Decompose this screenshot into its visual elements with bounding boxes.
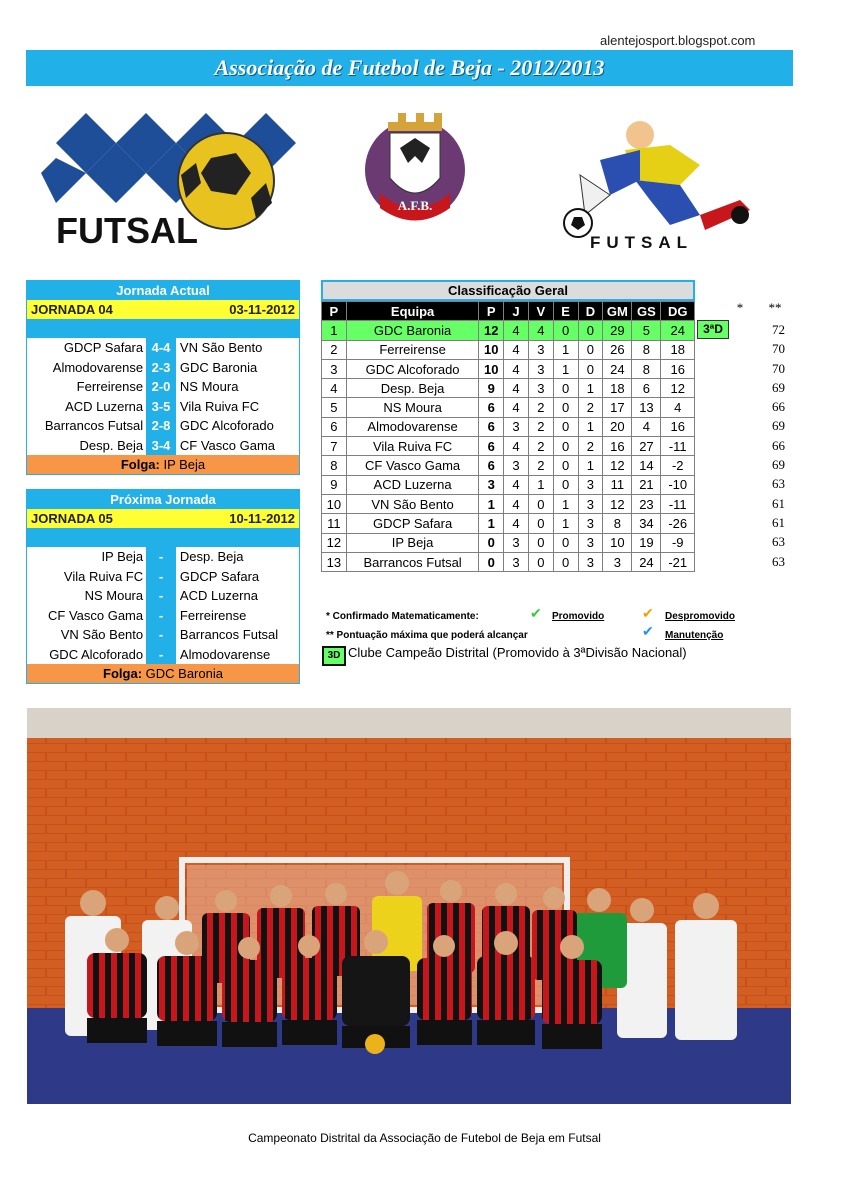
column-header: J: [504, 302, 529, 321]
legend-confirmed: * Confirmado Matematicamente:: [326, 611, 479, 622]
cell-e: 1: [553, 340, 578, 359]
match-score: 2-8: [146, 416, 176, 436]
futsal-logo-left: [36, 103, 306, 253]
cell-j: 4: [504, 475, 529, 494]
champion-badge: 3ªD: [697, 320, 729, 339]
cell-v: 2: [528, 437, 553, 456]
cell-j: 3: [504, 552, 529, 571]
max-points-value: 70: [772, 360, 785, 376]
cell-pos: 11: [322, 514, 347, 533]
cell-j: 3: [504, 456, 529, 475]
cell-gs: 5: [632, 321, 661, 340]
cell-e: 0: [553, 417, 578, 436]
home-team: CF Vasco Gama: [48, 607, 144, 623]
cell-pts: 3: [479, 475, 504, 494]
match-row: [27, 397, 299, 417]
match-score: 2-0: [146, 377, 176, 397]
cell-j: 4: [504, 437, 529, 456]
classificacao-panel: [321, 280, 695, 572]
match-row: [27, 377, 299, 397]
cell-e: 1: [553, 514, 578, 533]
team-photo: [27, 708, 791, 1104]
cell-dg: -11: [661, 437, 695, 456]
cell-pts: 1: [479, 494, 504, 513]
column-header: GS: [632, 302, 661, 321]
away-team: GDC Alcoforado: [179, 418, 274, 433]
cell-d: 3: [578, 552, 603, 571]
cell-d: 3: [578, 514, 603, 533]
cell-pts: 6: [479, 398, 504, 417]
match-score: -: [146, 586, 176, 606]
cell-v: 4: [528, 321, 553, 340]
cell-gs: 19: [632, 533, 661, 552]
proxima-jornada-folga: [27, 664, 299, 683]
cell-j: 4: [504, 379, 529, 398]
match-score: 3-5: [146, 397, 176, 417]
cell-v: 3: [528, 340, 553, 359]
home-team: Barrancos Futsal: [44, 418, 144, 433]
cell-e: 1: [553, 494, 578, 513]
folga-team: GDC Baronia: [145, 666, 223, 681]
cell-d: 3: [578, 533, 603, 552]
column-header: GM: [603, 302, 632, 321]
cell-gm: 12: [603, 456, 632, 475]
cell-team: Barrancos Futsal: [346, 552, 479, 571]
match-row: [27, 547, 299, 567]
cell-pts: 10: [479, 340, 504, 359]
jornada-actual-label: JORNADA 04: [31, 302, 113, 317]
cell-gs: 21: [632, 475, 661, 494]
proxima-jornada-row: [27, 509, 299, 528]
cell-v: 2: [528, 398, 553, 417]
cell-j: 4: [504, 398, 529, 417]
cell-e: 0: [553, 456, 578, 475]
table-row: [322, 321, 695, 340]
max-points-value: 72: [772, 322, 785, 337]
cell-e: 0: [553, 379, 578, 398]
cell-j: 4: [504, 494, 529, 513]
home-team: GDCP Safara: [63, 340, 144, 355]
cell-pts: 10: [479, 359, 504, 378]
match-score: -: [146, 547, 176, 567]
column-header: P: [479, 302, 504, 321]
cell-team: Almodovarense: [346, 417, 479, 436]
away-team: Barrancos Futsal: [179, 627, 279, 642]
legend-despromovido: Despromovido: [665, 611, 736, 622]
classificacao-header-row: [322, 302, 695, 321]
match-row: [27, 358, 299, 378]
cell-v: 0: [528, 514, 553, 533]
column-header: Equipa: [346, 302, 479, 321]
match-score: -: [146, 567, 176, 587]
away-team: Ferreirense: [179, 607, 247, 623]
cell-dg: 12: [661, 379, 695, 398]
jornada-actual-folga: [27, 455, 299, 474]
proxima-jornada-date: 10-11-2012: [229, 511, 295, 526]
legend-champion-text: Clube Campeão Distrital (Promovido à 3ªDivisão Nacional): [348, 645, 687, 660]
cell-pos: 7: [322, 437, 347, 456]
cell-team: VN São Bento: [346, 494, 479, 513]
cell-team: GDCP Safara: [346, 514, 479, 533]
cell-d: 1: [578, 456, 603, 475]
max-points-value: 66: [772, 437, 785, 453]
folga-team: IP Beja: [163, 457, 206, 472]
column-header: D: [578, 302, 603, 321]
cell-v: 0: [528, 533, 553, 552]
cell-v: 3: [528, 379, 553, 398]
max-points-value: 69: [772, 418, 785, 434]
cell-d: 3: [578, 475, 603, 494]
spacer-row: [27, 528, 299, 547]
home-team: IP Beja: [101, 549, 144, 564]
max-points-column-header: **: [768, 300, 782, 315]
table-row: [322, 456, 695, 475]
cell-pos: 4: [322, 379, 347, 398]
cell-gm: 20: [603, 417, 632, 436]
cell-pts: 6: [479, 456, 504, 475]
cell-d: 3: [578, 494, 603, 513]
away-team: CF Vasco Gama: [179, 437, 276, 453]
page-footer: Campeonato Distrital da Associação de Futebol de Beja em Futsal: [248, 1131, 601, 1145]
cell-v: 3: [528, 359, 553, 378]
spacer-row: [27, 319, 299, 338]
cell-e: 0: [553, 475, 578, 494]
proxima-jornada-label: JORNADA 05: [31, 511, 113, 526]
away-team: VN São Bento: [179, 340, 263, 355]
cell-pts: 6: [479, 417, 504, 436]
table-row: [322, 494, 695, 513]
confirmed-column-header: *: [736, 300, 744, 315]
afb-crest-logo: [360, 108, 470, 228]
proxima-jornada-matches: [27, 547, 299, 664]
table-row: [322, 437, 695, 456]
cell-pos: 5: [322, 398, 347, 417]
away-team: Almodovarense: [179, 646, 271, 662]
home-team: Almodovarense: [52, 359, 144, 375]
max-points-value: 61: [772, 495, 785, 511]
away-team: GDC Baronia: [179, 359, 258, 375]
match-row: [27, 338, 299, 358]
max-points-value: 66: [772, 399, 785, 415]
cell-team: Desp. Beja: [346, 379, 479, 398]
table-row: [322, 359, 695, 378]
cell-e: 0: [553, 398, 578, 417]
cell-gs: 4: [632, 417, 661, 436]
table-row: [322, 475, 695, 494]
cell-j: 4: [504, 321, 529, 340]
cell-team: Ferreirense: [346, 340, 479, 359]
cell-d: 2: [578, 437, 603, 456]
max-points-value: 63: [772, 476, 785, 492]
home-team: Vila Ruiva FC: [63, 568, 144, 584]
cell-pos: 13: [322, 552, 347, 571]
cell-gm: 18: [603, 379, 632, 398]
jornada-actual-header: Jornada Actual: [27, 281, 299, 300]
cell-d: 2: [578, 398, 603, 417]
cell-team: Vila Ruiva FC: [346, 437, 479, 456]
jornada-actual-panel: [26, 280, 300, 475]
home-team: Desp. Beja: [79, 437, 144, 453]
cell-gs: 8: [632, 359, 661, 378]
table-row: [322, 340, 695, 359]
site-url[interactable]: alentejosport.blogspot.com: [600, 33, 756, 48]
column-header: P: [322, 302, 347, 321]
match-score: 4-4: [146, 338, 176, 358]
cell-e: 0: [553, 321, 578, 340]
match-row: [27, 606, 299, 626]
match-row: [27, 416, 299, 436]
cell-gs: 13: [632, 398, 661, 417]
cell-dg: -11: [661, 494, 695, 513]
cell-e: 1: [553, 359, 578, 378]
legend-badge: 3D: [322, 646, 346, 666]
match-row: [27, 645, 299, 665]
cell-pos: 2: [322, 340, 347, 359]
jornada-actual-date: 03-11-2012: [229, 302, 295, 317]
cell-e: 0: [553, 533, 578, 552]
home-team: NS Moura: [84, 588, 144, 603]
match-score: 3-4: [146, 436, 176, 456]
cell-v: 1: [528, 475, 553, 494]
cell-v: 2: [528, 417, 553, 436]
jornada-actual-row: [27, 300, 299, 319]
max-points-value: 70: [772, 341, 785, 357]
cell-gm: 17: [603, 398, 632, 417]
max-points-value: 63: [772, 534, 785, 550]
cell-gm: 12: [603, 494, 632, 513]
futsal-logo-left-text: FUTSAL: [56, 210, 198, 251]
cell-gs: 27: [632, 437, 661, 456]
afb-crest-text: A.F.B.: [397, 198, 433, 213]
classificacao-body: [322, 321, 695, 572]
home-team: GDC Alcoforado: [49, 646, 144, 662]
match-score: 2-3: [146, 358, 176, 378]
cell-gm: 10: [603, 533, 632, 552]
check-orange-icon: ✔: [642, 605, 654, 621]
check-green-icon: ✔: [530, 605, 542, 621]
max-points-column: [755, 320, 785, 571]
cell-gs: 24: [632, 552, 661, 571]
cell-gs: 6: [632, 379, 661, 398]
cell-d: 0: [578, 359, 603, 378]
cell-team: NS Moura: [346, 398, 479, 417]
match-row: [27, 567, 299, 587]
cell-pos: 12: [322, 533, 347, 552]
proxima-jornada-header: Próxima Jornada: [27, 490, 299, 509]
cell-d: 0: [578, 321, 603, 340]
cell-team: ACD Luzerna: [346, 475, 479, 494]
cell-pts: 1: [479, 514, 504, 533]
cell-dg: -9: [661, 533, 695, 552]
away-team: NS Moura: [179, 379, 239, 394]
cell-pts: 9: [479, 379, 504, 398]
cell-gm: 16: [603, 437, 632, 456]
column-header: E: [553, 302, 578, 321]
cell-v: 0: [528, 494, 553, 513]
futsal-player-logo: [540, 105, 785, 255]
match-score: -: [146, 625, 176, 645]
cell-pos: 10: [322, 494, 347, 513]
match-score: -: [146, 645, 176, 665]
classificacao-table: [321, 301, 695, 572]
cell-dg: -21: [661, 552, 695, 571]
proxima-jornada-panel: [26, 489, 300, 684]
cell-gs: 14: [632, 456, 661, 475]
cell-j: 4: [504, 340, 529, 359]
cell-pos: 9: [322, 475, 347, 494]
away-team: GDCP Safara: [179, 568, 260, 584]
cell-pts: 0: [479, 552, 504, 571]
cell-pos: 1: [322, 321, 347, 340]
cell-dg: 4: [661, 398, 695, 417]
folga-label: Folga:: [120, 457, 160, 472]
cell-e: 0: [553, 552, 578, 571]
check-blue-icon: ✔: [642, 623, 654, 639]
cell-pos: 8: [322, 456, 347, 475]
table-row: [322, 379, 695, 398]
cell-gm: 24: [603, 359, 632, 378]
max-points-value: 63: [772, 553, 785, 569]
home-team: Ferreirense: [76, 379, 144, 394]
cell-dg: -26: [661, 514, 695, 533]
cell-gs: 8: [632, 340, 661, 359]
match-row: [27, 586, 299, 606]
column-header: DG: [661, 302, 695, 321]
cell-team: GDC Baronia: [346, 321, 479, 340]
cell-pos: 6: [322, 417, 347, 436]
page-title: Associação de Futebol de Beja - 2012/2013: [26, 50, 793, 86]
cell-v: 2: [528, 456, 553, 475]
column-header: V: [528, 302, 553, 321]
cell-pts: 6: [479, 437, 504, 456]
cell-j: 3: [504, 533, 529, 552]
table-row: [322, 533, 695, 552]
futsal-right-text: FUTSAL: [590, 233, 694, 252]
legend-promovido: Promovido: [552, 611, 605, 622]
cell-pts: 0: [479, 533, 504, 552]
cell-d: 1: [578, 417, 603, 436]
table-row: [322, 514, 695, 533]
jornada-actual-matches: [27, 338, 299, 455]
match-score: -: [146, 606, 176, 626]
match-row: [27, 625, 299, 645]
classificacao-title: Classificação Geral: [321, 280, 695, 301]
max-points-value: 61: [772, 514, 785, 530]
cell-team: IP Beja: [346, 533, 479, 552]
cell-pts: 12: [479, 321, 504, 340]
cell-gm: 26: [603, 340, 632, 359]
cell-v: 0: [528, 552, 553, 571]
cell-dg: 16: [661, 417, 695, 436]
cell-team: GDC Alcoforado: [346, 359, 479, 378]
away-team: ACD Luzerna: [179, 588, 258, 603]
cell-dg: 16: [661, 359, 695, 378]
legend-max-points: ** Pontuação máxima que poderá alcançar: [326, 630, 528, 641]
table-row: [322, 552, 695, 571]
home-team: VN São Bento: [60, 627, 144, 642]
cell-j: 4: [504, 359, 529, 378]
cell-d: 1: [578, 379, 603, 398]
cell-j: 4: [504, 514, 529, 533]
max-points-value: 69: [772, 379, 785, 395]
cell-dg: -2: [661, 456, 695, 475]
max-points-value: 69: [772, 457, 785, 473]
cell-team: CF Vasco Gama: [346, 456, 479, 475]
cell-pos: 3: [322, 359, 347, 378]
cell-gs: 34: [632, 514, 661, 533]
cell-dg: -10: [661, 475, 695, 494]
cell-gs: 23: [632, 494, 661, 513]
cell-e: 0: [553, 437, 578, 456]
legend-manutencao: Manutenção: [665, 630, 724, 641]
cell-gm: 8: [603, 514, 632, 533]
cell-j: 3: [504, 417, 529, 436]
folga-label: Folga:: [103, 666, 143, 681]
cell-dg: 18: [661, 340, 695, 359]
cell-gm: 3: [603, 552, 632, 571]
cell-gm: 29: [603, 321, 632, 340]
cell-gm: 11: [603, 475, 632, 494]
away-team: Desp. Beja: [179, 549, 244, 564]
cell-dg: 24: [661, 321, 695, 340]
match-row: [27, 436, 299, 456]
home-team: ACD Luzerna: [65, 398, 144, 414]
cell-d: 0: [578, 340, 603, 359]
away-team: Vila Ruiva FC: [179, 398, 260, 414]
table-row: [322, 398, 695, 417]
table-row: [322, 417, 695, 436]
